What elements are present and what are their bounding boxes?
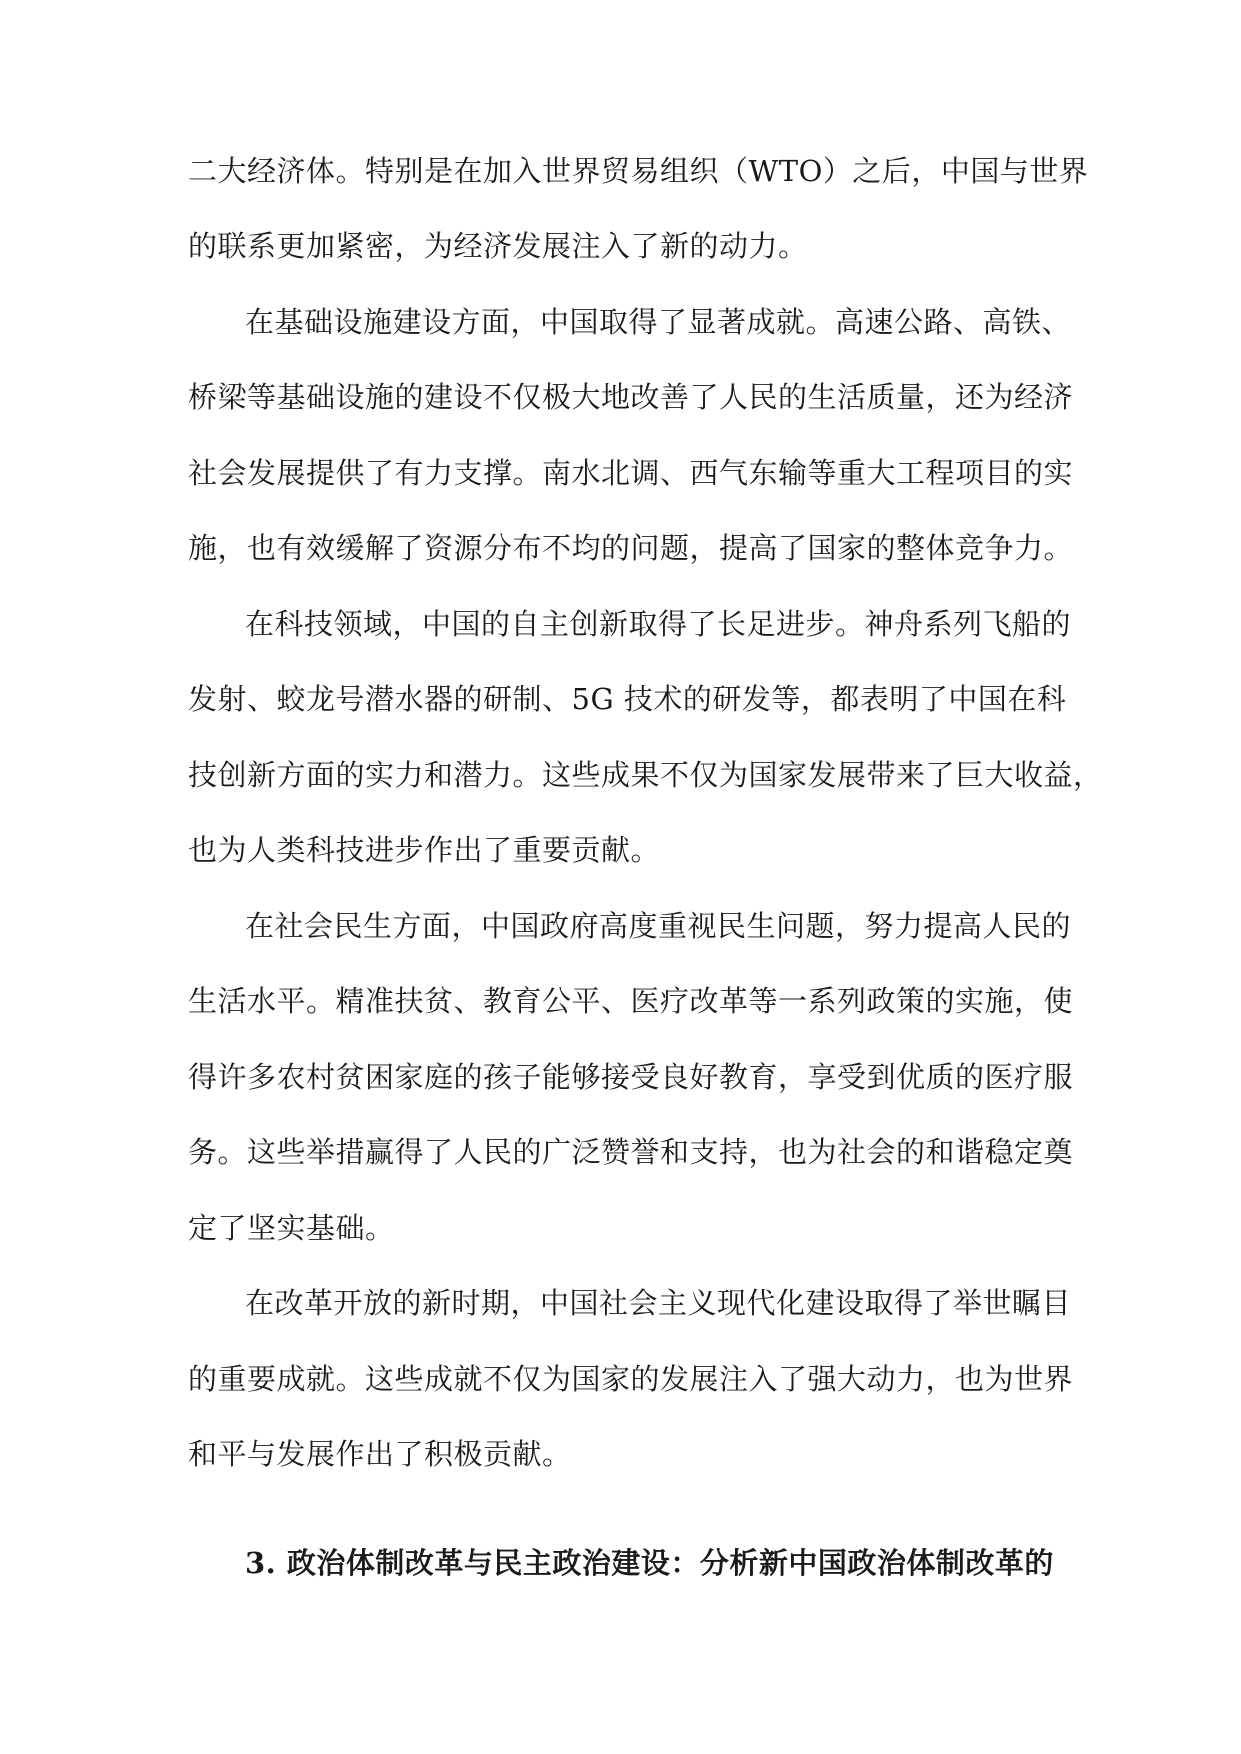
paragraph-line: 的重要成就。这些成就不仅为国家的发展注入了强大动力，也为世界 bbox=[188, 1362, 1074, 1396]
paragraph-line: 的联系更加紧密，为经济发展注入了新的动力。 bbox=[188, 229, 808, 263]
paragraph-line: 发射、蛟龙号潜水器的研制、5G 技术的研发等，都表明了中国在科 bbox=[188, 682, 1067, 716]
paragraph-line: 在改革开放的新时期，中国社会主义现代化建设取得了举世瞩目 bbox=[245, 1286, 1072, 1320]
paragraph-line: 也为人类科技进步作出了重要贡献。 bbox=[188, 833, 661, 867]
paragraph-line: 务。这些举措赢得了人民的广泛赞誉和支持，也为社会的和谐稳定奠 bbox=[188, 1135, 1074, 1169]
paragraph-line: 桥梁等基础设施的建设不仅极大地改善了人民的生活质量，还为经济 bbox=[188, 380, 1074, 414]
section-heading: 3. 政治体制改革与民主政治建设：分析新中国政治体制改革的 bbox=[245, 1546, 1054, 1580]
paragraph-line: 得许多农村贫困家庭的孩子能够接受良好教育，享受到优质的医疗服 bbox=[188, 1060, 1074, 1094]
paragraph-line: 技创新方面的实力和潜力。这些成果不仅为国家发展带来了巨大收益， bbox=[188, 758, 1103, 792]
paragraph-line: 在基础设施建设方面，中国取得了显著成就。高速公路、高铁、 bbox=[245, 305, 1072, 339]
paragraph-line: 施，也有效缓解了资源分布不均的问题，提高了国家的整体竞争力。 bbox=[188, 531, 1074, 565]
paragraph-line: 在科技领域，中国的自主创新取得了长足进步。神舟系列飞船的 bbox=[245, 607, 1072, 641]
paragraph-line: 社会发展提供了有力支撑。南水北调、西气东输等重大工程项目的实 bbox=[188, 456, 1074, 490]
paragraph-line: 在社会民生方面，中国政府高度重视民生问题，努力提高人民的 bbox=[245, 909, 1072, 943]
paragraph-line: 和平与发展作出了积极贡献。 bbox=[188, 1437, 572, 1471]
paragraph-line: 二大经济体。特别是在加入世界贸易组织（WTO）之后，中国与世界 bbox=[188, 154, 1089, 188]
paragraph-line: 定了坚实基础。 bbox=[188, 1211, 395, 1245]
paragraph-line: 生活水平。精准扶贫、教育公平、医疗改革等一系列政策的实施，使 bbox=[188, 984, 1074, 1018]
